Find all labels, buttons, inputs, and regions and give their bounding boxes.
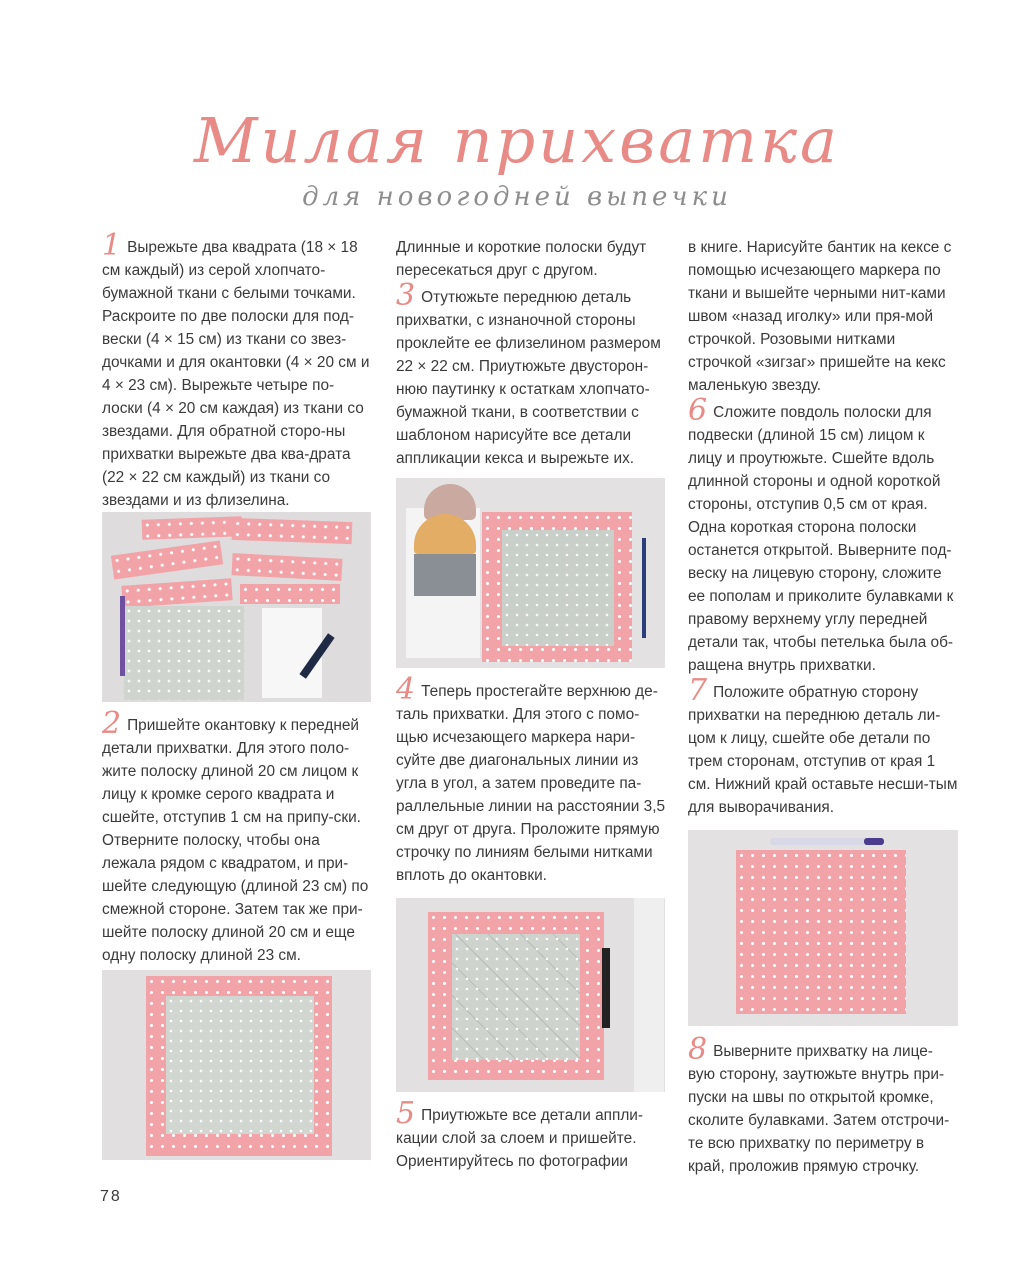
step-text: Положите обратную сторону прихватки на переднюю деталь ли-цом к лицу, сшейте обе детали по трем сторонам, отступив от края 1 см. Нижний край оставьте несши-тым для выворачивания.	[688, 684, 958, 816]
photo-pinned-back	[688, 830, 958, 1026]
step-text: Длинные и короткие полоски будут пересекаться друг с другом.	[396, 239, 647, 279]
page-title: Милая прихватка	[194, 104, 840, 177]
step-5-continued	[688, 236, 958, 397]
step-6	[688, 393, 958, 677]
step-text: Теперь простегайте верхнюю де-таль прихватки. Для этого с помо-щью исчезающего маркера нари-суйте две диагональных линии из угла в угол, а затем проведите па-раллельные линии на расстоянии 3,5 см друг от друга. Проложите прямую строчку по линиям белыми нитками вплоть до окантовки.	[396, 683, 666, 884]
column-3b	[688, 1032, 958, 1182]
page-subtitle: для новогодней выпечки	[302, 182, 732, 212]
step-text: Пришейте окантовку к передней детали прихватки. Для этого поло-жите полоску длиной 20 см лицом к лицу к кромке серого квадрата и сшейте, отступив 1 см на припу-ски. Отверните полоску, чтобы она лежала рядом с квадратом, и при-шейте следующую (длиной 23 см) по смежной стороне. Затем так же при-шейте полоску длиной 20 см и еще одну полоску длиной 23 см.	[102, 717, 369, 964]
step-4	[396, 672, 666, 887]
photo-cut-strips	[102, 512, 371, 702]
step-2	[102, 706, 372, 967]
step-text: Отутюжьте переднюю деталь прихватки, с изнаночной стороны проклейте ее флизелином размером 22 × 22 см. Приутюжьте двусторон-нюю паутинку к остаткам хлопчато-бумажной ткани, в соответствии с шаблоном нарисуйте все детали аппликации кекса и вырежьте их.	[396, 289, 661, 467]
step-text: в книге. Нарисуйте бантик на кексе с помощью исчезающего маркера по ткани и вышейте черными нит-ками швом «назад иголку» или пря-мой строчкой. Розовыми нитками строчкой «зигзаг» пришейте на кекс маленькую звезду.	[688, 239, 952, 394]
step-number: 7	[688, 673, 708, 708]
column-2b	[396, 672, 666, 891]
page-number: 78	[100, 1188, 122, 1205]
step-number: 4	[396, 672, 416, 707]
step-text: Сложите повдоль полоски для подвески (длиной 15 см) лицом к лицу и проутюжьте. Сшейте вдоль длинной стороны и одной короткой стороны, отступив 0,5 см от края. Одна короткая сторона полоски останется открытой. Выверните под-веску на лицевую сторону, сложите ее пополам и приколите булавками к правому верхнему углу передней детали так, чтобы петелька была об-ращена внутрь прихватки.	[688, 404, 954, 674]
step-1	[102, 228, 372, 512]
step-2-continued	[396, 236, 666, 282]
step-number: 6	[688, 393, 708, 428]
step-7	[688, 673, 958, 819]
column-3	[688, 236, 958, 823]
step-number: 3	[396, 278, 416, 313]
column-1b	[102, 706, 372, 971]
photo-quilted-front	[396, 898, 665, 1092]
photo-applique-parts	[396, 478, 665, 668]
step-text: Приутюжьте все детали аппли-кации слой за слоем и пришейте. Ориентируйтесь по фотографии	[396, 1107, 644, 1170]
step-number: 5	[396, 1096, 416, 1131]
step-number: 2	[102, 706, 122, 741]
step-3	[396, 278, 666, 470]
column-1	[102, 228, 372, 516]
step-5	[396, 1096, 666, 1173]
photo-binding-sewn	[102, 970, 371, 1160]
step-number: 8	[688, 1032, 708, 1067]
step-8	[688, 1032, 958, 1178]
step-number: 1	[102, 228, 122, 263]
step-text: Вырежьте два квадрата (18 × 18 см каждый) из серой хлопчато-бумажной ткани с белыми точками. Раскроите по две полоски для под-вески (4 × 15 см) из ткани со звез-дочками и для окантовки (4 × 20 см и 4 × 23 см). Вырежьте четыре по-лоски (4 × 20 см каждая) из ткани со звездами. Для обратной сторо-ны прихватки вырежьте два ква-драта (22 × 22 см каждый) из ткани со звездами и из флизелина.	[102, 239, 370, 509]
column-2c	[396, 1096, 666, 1177]
column-2	[396, 236, 666, 474]
step-text: Выверните прихватку на лице-вую сторону, заутюжьте внутрь при-пуски на швы по открытой кромке, сколите булавками. Затем отстрочи-те всю прихватку по периметру в край, проложив прямую строчку.	[688, 1043, 950, 1175]
